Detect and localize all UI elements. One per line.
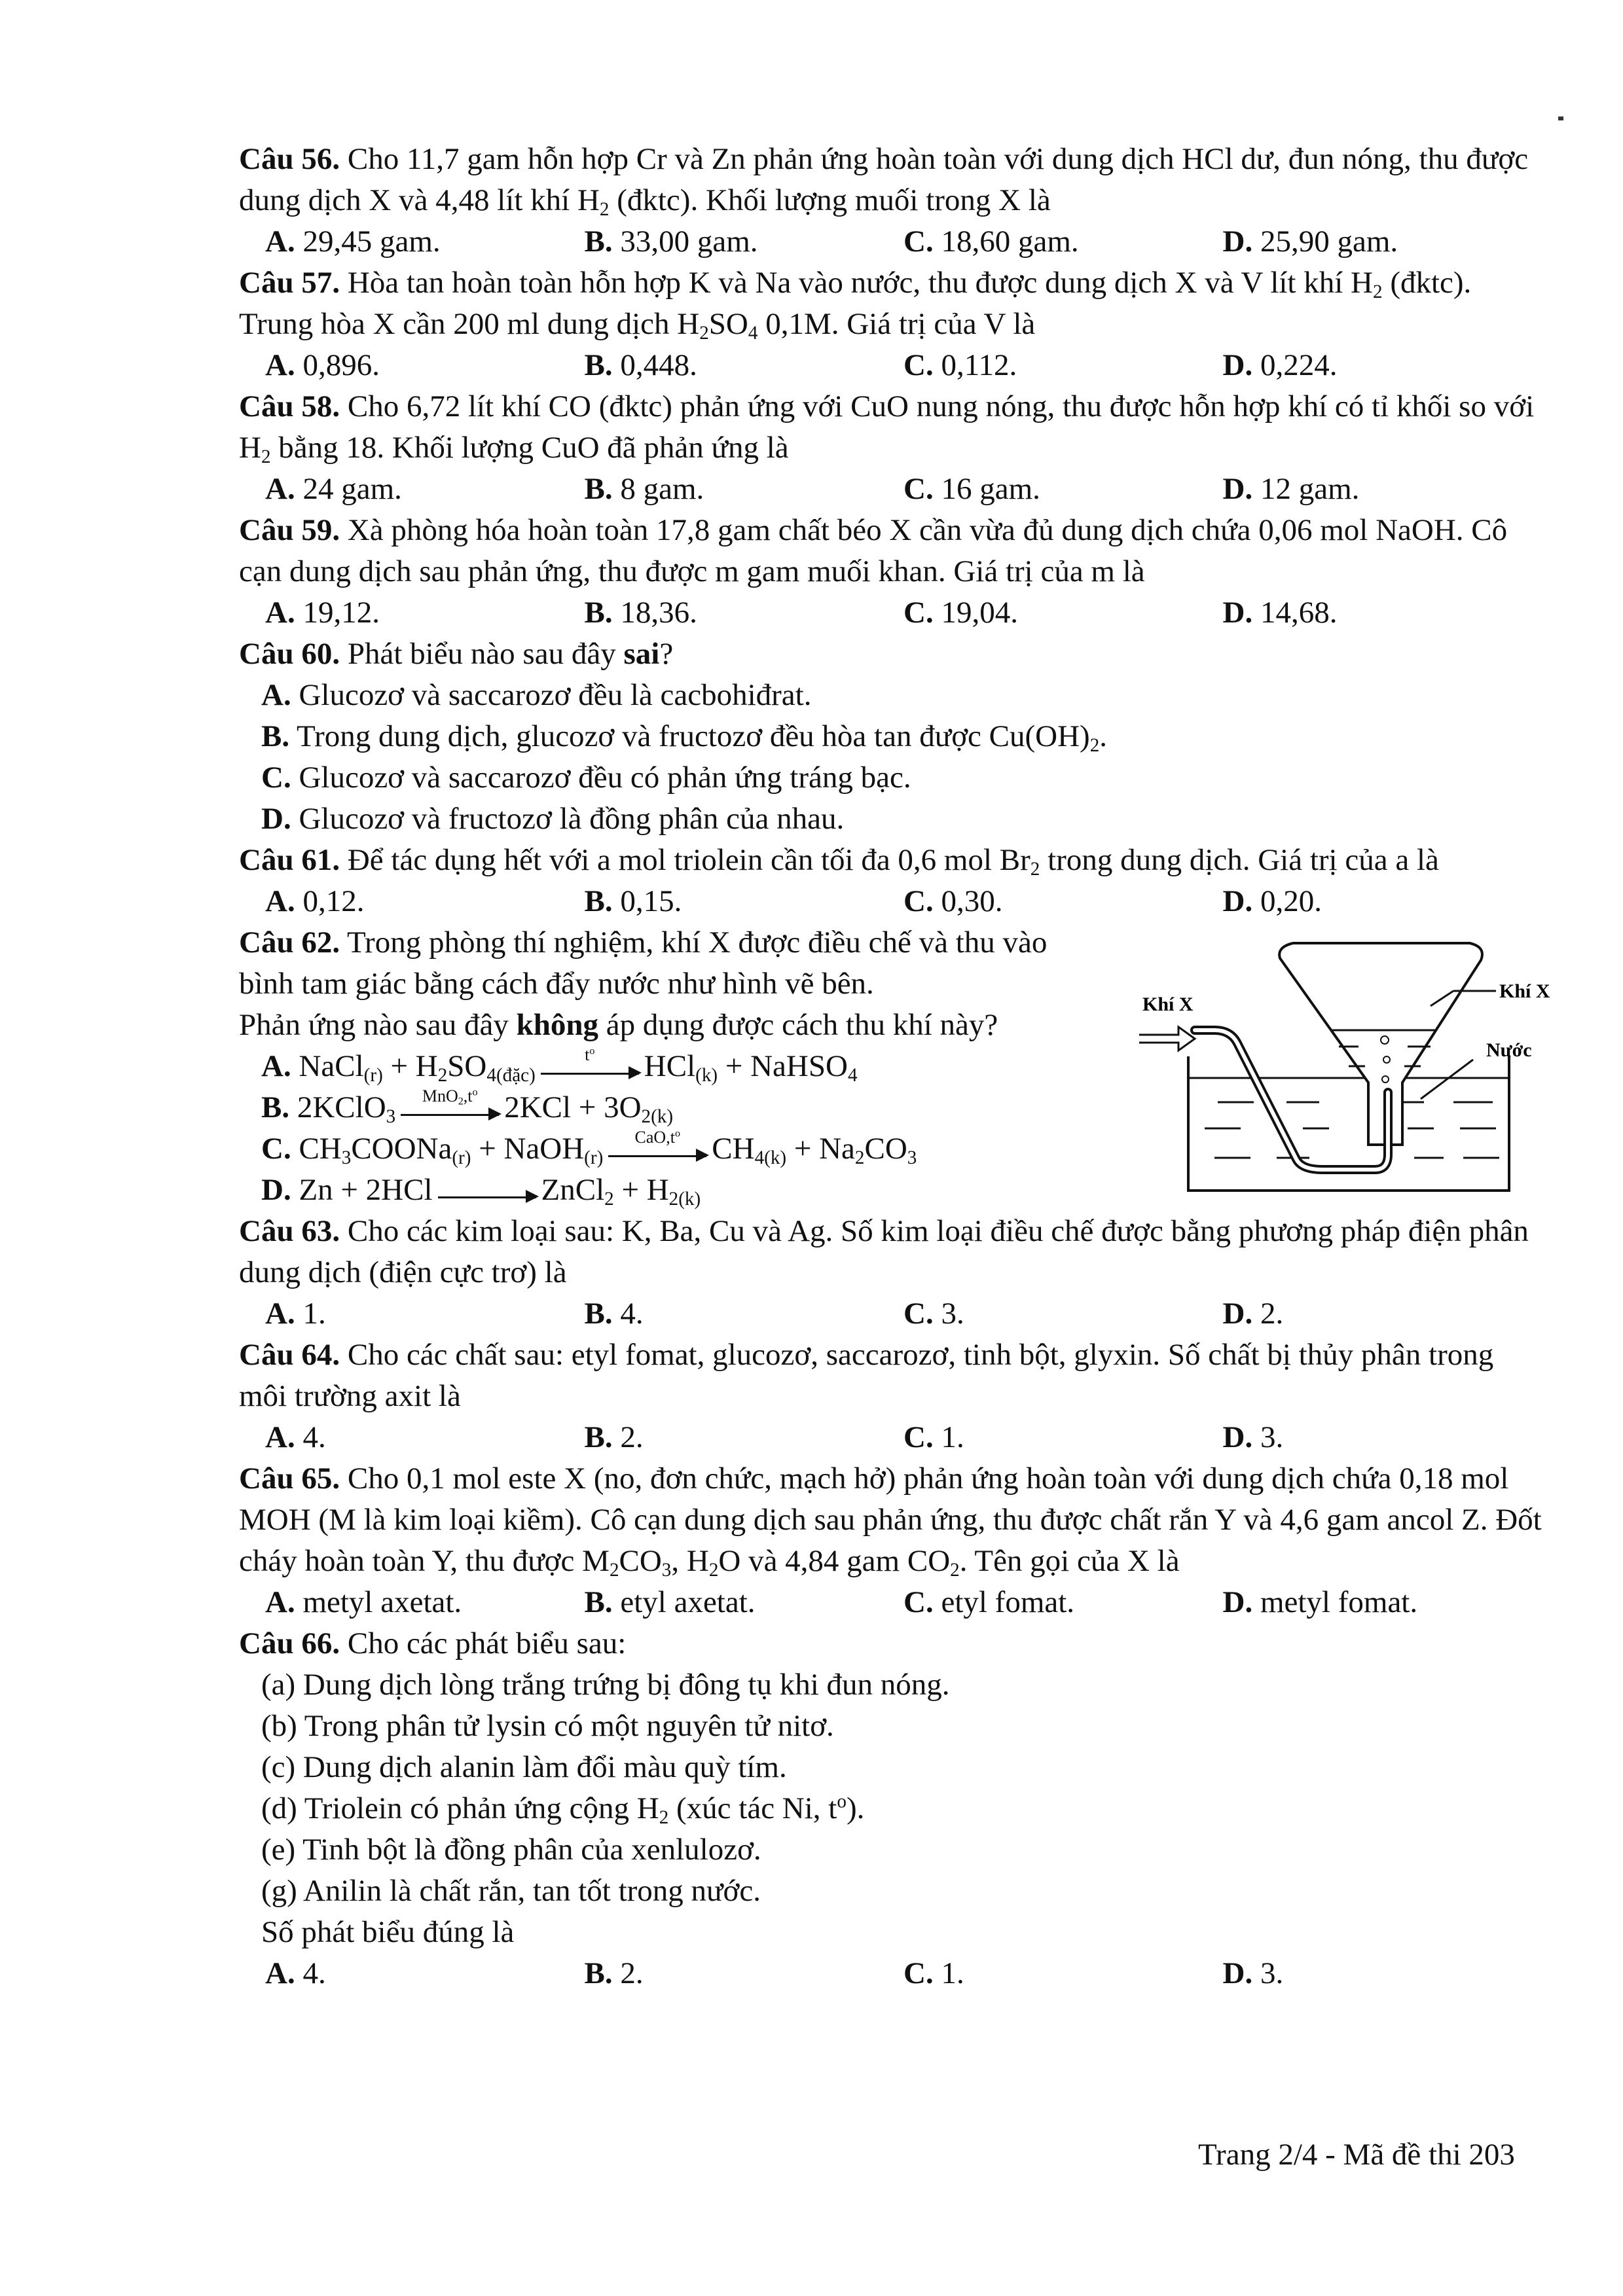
answer-option-d bbox=[1223, 1582, 1542, 1623]
option-text: 33,00 gam. bbox=[620, 224, 758, 259]
reaction-condition: $CaO,t^o$ bbox=[634, 1128, 680, 1147]
option-label: A. bbox=[265, 884, 295, 918]
question-stem bbox=[239, 139, 1542, 221]
option-text: 19,12. bbox=[302, 596, 380, 630]
option-label: B. bbox=[261, 719, 290, 753]
option-label: C. bbox=[903, 1297, 934, 1331]
statement: (a) Dung dịch lòng trắng trứng bị đông tụ khi đun nóng. bbox=[261, 1668, 950, 1702]
reaction-condition: $MnO_2,t^o$ bbox=[422, 1086, 478, 1107]
option-label: A. bbox=[261, 678, 291, 712]
reaction-arrow bbox=[541, 1045, 639, 1082]
answer-option-c bbox=[903, 1953, 1223, 1994]
question-number: Câu 60. bbox=[239, 637, 340, 671]
answer-option-d bbox=[1223, 592, 1542, 634]
option-label: D. bbox=[1222, 1956, 1253, 1990]
option-text: 12 gam. bbox=[1260, 472, 1360, 506]
answer-option-c bbox=[903, 345, 1223, 386]
statement: (g) Anilin là chất rắn, tan tốt trong nước. bbox=[261, 1874, 761, 1908]
answer-option-b bbox=[585, 1417, 904, 1458]
answer-option-c bbox=[903, 469, 1223, 510]
option-text: 24 gam. bbox=[302, 472, 402, 506]
statement: (b) Trong phân tử lysin có một nguyên tử nitơ. bbox=[261, 1709, 834, 1743]
question-56 bbox=[239, 139, 1542, 262]
option-label: B. bbox=[584, 224, 613, 259]
question-text: Cho các phát biểu sau: bbox=[347, 1626, 627, 1660]
option-label: A. bbox=[265, 472, 295, 506]
question-text: Cho các chất sau: etyl fomat, glucozơ, saccarozơ, tinh bột, glyxin. Số chất bị thủy phân trong môi trường axit là bbox=[239, 1338, 1494, 1413]
answer-option-b bbox=[585, 1582, 904, 1623]
question-text: Để tác dụng hết với a mol triolein cần tối đa 0,6 mol $Br_2$ trong dung dịch. Giá trị của a là bbox=[347, 843, 1439, 880]
option-text: 3. bbox=[941, 1297, 964, 1331]
option-text: 16 gam. bbox=[941, 472, 1040, 506]
option-label: D. bbox=[1222, 348, 1253, 382]
answer-option-b bbox=[239, 1087, 1090, 1128]
option-text: 2. bbox=[1260, 1297, 1284, 1331]
option-text: 2. bbox=[620, 1420, 644, 1454]
option-text: 1. bbox=[941, 1956, 964, 1990]
question-60 bbox=[239, 634, 1542, 840]
option-text: 0,12. bbox=[302, 884, 365, 918]
answer-option-d bbox=[239, 1170, 1090, 1211]
question-64 bbox=[239, 1335, 1542, 1458]
reactants: 2KClO$_3$ bbox=[297, 1090, 396, 1128]
question-list bbox=[239, 139, 1550, 1994]
option-text: 14,68. bbox=[1260, 596, 1338, 630]
answer-option-d bbox=[1223, 345, 1542, 386]
statement: (d) Triolein có phản ứng cộng $H_2$ (xúc tác Ni, $t^o$). bbox=[261, 1791, 865, 1829]
option-text: 4. bbox=[620, 1297, 644, 1331]
answer-option-a bbox=[265, 345, 585, 386]
answer-option-a bbox=[265, 1953, 585, 1994]
question-stem bbox=[239, 510, 1542, 592]
option-label: C. bbox=[903, 884, 934, 918]
answer-option-a bbox=[265, 1582, 585, 1623]
question-number: Câu 63. bbox=[239, 1214, 340, 1248]
reactants: $CH_3COONa_{(r)}$ + NaOH$_{(r)}$ bbox=[299, 1132, 604, 1169]
option-text: 1. bbox=[941, 1420, 964, 1454]
answer-option-b bbox=[585, 345, 904, 386]
answer-options bbox=[239, 1582, 1542, 1623]
option-label: D. bbox=[261, 1173, 291, 1207]
question-59 bbox=[239, 510, 1542, 634]
option-label: A. bbox=[265, 1956, 295, 1990]
option-label: A. bbox=[265, 596, 295, 630]
answer-options bbox=[239, 469, 1542, 510]
option-label: B. bbox=[261, 1090, 290, 1124]
question-65 bbox=[239, 1458, 1542, 1623]
answer-option-d bbox=[1223, 1417, 1542, 1458]
answer-options bbox=[239, 1293, 1542, 1335]
products: HCl$_{(k)}$ + NaHSO$_4$ bbox=[644, 1049, 858, 1086]
question-text: Trong phòng thí nghiệm, khí X được điều chế và thu vào bình tam giác bằng cách đẩy nước như hình vẽ bên. Phản ứng nào sau đây không áp dụng được cách thu khí này? bbox=[239, 925, 1048, 1042]
question-number: Câu 56. bbox=[239, 142, 340, 176]
answer-option-d bbox=[1223, 881, 1542, 922]
reactants: Zn + 2HCl bbox=[299, 1173, 433, 1207]
option-label: D. bbox=[1222, 224, 1253, 259]
option-text: 0,448. bbox=[620, 348, 697, 382]
answer-option-c bbox=[239, 1128, 1090, 1170]
option-label: C. bbox=[903, 596, 934, 630]
answer-option-b bbox=[585, 592, 904, 634]
answer-option-d bbox=[239, 798, 1542, 840]
option-label: B. bbox=[584, 596, 613, 630]
option-text: Glucozơ và saccarozơ đều là cacbohiđrat. bbox=[299, 678, 812, 712]
answer-option-a bbox=[265, 1293, 585, 1335]
question-stem bbox=[239, 840, 1542, 881]
answer-option-b bbox=[585, 1953, 904, 1994]
label-gas-inlet: Khí X bbox=[1142, 994, 1194, 1015]
option-text: 25,90 gam. bbox=[1260, 224, 1398, 259]
option-label: C. bbox=[903, 224, 934, 259]
option-label: C. bbox=[261, 1132, 291, 1166]
question-number: Câu 66. bbox=[239, 1626, 340, 1660]
answer-option-d bbox=[1223, 1953, 1542, 1994]
answer-option-c bbox=[903, 1293, 1223, 1335]
option-text: etyl axetat. bbox=[620, 1585, 756, 1619]
question-stem bbox=[239, 262, 1542, 345]
question-number: Câu 62. bbox=[239, 925, 340, 960]
option-label: C. bbox=[903, 1420, 934, 1454]
label-gas-collected: Khí X bbox=[1499, 980, 1550, 1002]
page-footer: Trang 2/4 - Mã đề thi 203 bbox=[1198, 2138, 1515, 2172]
answer-option-b bbox=[585, 469, 904, 510]
option-text: Trong dung dịch, glucozơ và fructozơ đều hòa tan được $Cu(OH)_2$. bbox=[297, 719, 1108, 757]
answer-option-a bbox=[265, 881, 585, 922]
question-number: Câu 65. bbox=[239, 1462, 340, 1496]
option-label: B. bbox=[584, 1420, 613, 1454]
answer-options bbox=[239, 221, 1542, 262]
option-text: 18,36. bbox=[620, 596, 697, 630]
question-number: Câu 61. bbox=[239, 843, 340, 877]
statement: Số phát biểu đúng là bbox=[261, 1915, 515, 1949]
option-label: D. bbox=[1222, 1585, 1253, 1619]
option-text: 4. bbox=[302, 1956, 326, 1990]
question-number: Câu 57. bbox=[239, 266, 340, 300]
answer-option-a bbox=[265, 469, 585, 510]
answer-option-b bbox=[585, 881, 904, 922]
option-text: 29,45 gam. bbox=[302, 224, 441, 259]
option-text: 3. bbox=[1260, 1420, 1284, 1454]
answer-option-d bbox=[1223, 469, 1542, 510]
option-label: D. bbox=[1222, 884, 1253, 918]
option-text: 0,30. bbox=[941, 884, 1003, 918]
option-label: A. bbox=[265, 224, 295, 259]
option-text: 0,896. bbox=[302, 348, 380, 382]
answer-option-c bbox=[903, 1417, 1223, 1458]
option-text: 0,20. bbox=[1260, 884, 1322, 918]
option-text: etyl fomat. bbox=[941, 1585, 1075, 1619]
question-stem bbox=[239, 1335, 1542, 1417]
reaction-condition: $t^o$ bbox=[585, 1045, 595, 1065]
question-61 bbox=[239, 840, 1542, 922]
question-text: Cho 6,72 lít khí CO (đktc) phản ứng với CuO nung nóng, thu được hỗn hợp khí có tỉ khối so với $H_2$ bằng 18. Khối lượng CuO đã phản ứng là bbox=[239, 389, 1535, 468]
option-text: 19,04. bbox=[941, 596, 1018, 630]
question-66 bbox=[239, 1623, 1542, 1994]
option-text: 1. bbox=[302, 1297, 326, 1331]
option-label: C. bbox=[903, 348, 934, 382]
statement: (e) Tinh bột là đồng phân của xenlulozơ. bbox=[261, 1833, 761, 1867]
option-label: B. bbox=[584, 1297, 613, 1331]
leader-water bbox=[1421, 1060, 1473, 1099]
option-text: metyl axetat. bbox=[302, 1585, 462, 1619]
option-label: D. bbox=[1222, 596, 1253, 630]
answer-option-a bbox=[265, 221, 585, 262]
option-label: C. bbox=[261, 761, 291, 795]
option-text: metyl fomat. bbox=[1260, 1585, 1418, 1619]
reaction-arrow bbox=[608, 1128, 706, 1164]
option-label: A. bbox=[265, 1585, 295, 1619]
answer-option-b bbox=[585, 221, 904, 262]
answer-option-b bbox=[585, 1293, 904, 1335]
question-text: Cho 11,7 gam hỗn hợp Cr và Zn phản ứng hoàn toàn với dung dịch HCl dư, đun nóng, thu được dung dịch X và 4,48 lít khí $H_2$ (đktc). Khối lượng muối trong X là bbox=[239, 142, 1529, 221]
option-label: B. bbox=[584, 472, 613, 506]
option-label: A. bbox=[265, 1420, 295, 1454]
answer-option-c bbox=[903, 1582, 1223, 1623]
option-label: B. bbox=[584, 1956, 613, 1990]
gas-collection-diagram bbox=[1133, 929, 1558, 1223]
question-text: Cho các kim loại sau: K, Ba, Cu và Ag. Số kim loại điều chế được bằng phương pháp điện phân dung dịch (điện cực trơ) là bbox=[239, 1214, 1529, 1289]
option-label: B. bbox=[584, 348, 613, 382]
question-stem bbox=[239, 1623, 1542, 1664]
question-stem bbox=[239, 922, 1090, 1046]
option-label: A. bbox=[261, 1049, 291, 1083]
question-stem bbox=[239, 1458, 1542, 1582]
question-number: Câu 64. bbox=[239, 1338, 340, 1372]
reaction-arrow bbox=[401, 1086, 499, 1123]
statement: (c) Dung dịch alanin làm đổi màu quỳ tím. bbox=[261, 1750, 787, 1784]
option-text: 4. bbox=[302, 1420, 326, 1454]
question-63 bbox=[239, 1211, 1542, 1335]
option-text: 0,112. bbox=[941, 348, 1017, 382]
water-dashes bbox=[1205, 1102, 1499, 1158]
answer-options bbox=[239, 1953, 1542, 1994]
answer-option-c bbox=[903, 592, 1223, 634]
option-label: D. bbox=[1222, 1297, 1253, 1331]
option-text: Glucozơ và saccarozơ đều có phản ứng tráng bạc. bbox=[299, 761, 911, 795]
answer-option-b bbox=[239, 716, 1542, 757]
question-text: Hòa tan hoàn toàn hỗn hợp K và Na vào nước, thu được dung dịch X và V lít khí $H_2$ (đktc). Trung hòa X cần 200 ml dung dịch $H_2SO_4$ 0,1M. Giá trị của V là bbox=[239, 266, 1472, 344]
option-text: 0,15. bbox=[620, 884, 682, 918]
answer-options bbox=[239, 345, 1542, 386]
question-58 bbox=[239, 386, 1542, 510]
reactants: NaCl$_{(r)}$ + $H_2SO_{4(đặc)}$ bbox=[299, 1049, 536, 1086]
option-label: B. bbox=[584, 884, 613, 918]
question-text: Cho 0,1 mol este X (no, đơn chức, mạch hở) phản ứng hoàn toàn với dung dịch chứa 0,18 mol MOH (M là kim loại kiềm). Cô cạn dung dịch sau phản ứng, thu được chất rắn Y và 4,6 gam ancol Z. Đốt cháy hoàn toàn Y, thu được $M_2CO_3$, $H_2O$ và 4,84 gam $CO_2$. Tên gọi của X là bbox=[239, 1462, 1542, 1581]
answer-option-a bbox=[239, 675, 1542, 716]
option-text: 3. bbox=[1260, 1956, 1284, 1990]
inverted-flask bbox=[1279, 943, 1482, 1145]
question-number: Câu 58. bbox=[239, 389, 340, 423]
answer-option-a bbox=[239, 1046, 1090, 1087]
scan-mark bbox=[1558, 117, 1563, 120]
question-stem bbox=[239, 634, 1542, 675]
gas-inlet-arrow bbox=[1139, 1027, 1195, 1050]
option-text: 18,60 gam. bbox=[941, 224, 1079, 259]
question-text: Phát biểu nào sau đây sai? bbox=[347, 637, 674, 671]
products: ZnCl$_2$ + $H_{2(k)}$ bbox=[541, 1173, 701, 1210]
answer-option-d bbox=[1223, 1293, 1542, 1335]
answer-option-c bbox=[239, 757, 1542, 798]
option-label: D. bbox=[1222, 1420, 1253, 1454]
answer-option-a bbox=[265, 592, 585, 634]
answer-options bbox=[239, 1417, 1542, 1458]
option-label: C. bbox=[903, 1956, 934, 1990]
answer-option-c bbox=[903, 221, 1223, 262]
question-57 bbox=[239, 262, 1542, 386]
answer-options bbox=[239, 592, 1542, 634]
option-text: Glucozơ và fructozơ là đồng phân của nhau. bbox=[299, 802, 845, 836]
answer-option-d bbox=[1223, 221, 1542, 262]
question-number: Câu 59. bbox=[239, 513, 340, 547]
option-label: D. bbox=[261, 802, 291, 836]
answer-option-a bbox=[265, 1417, 585, 1458]
question-stem bbox=[239, 386, 1542, 469]
option-label: A. bbox=[265, 348, 295, 382]
option-label: C. bbox=[903, 1585, 934, 1619]
option-label: B. bbox=[584, 1585, 613, 1619]
option-text: 8 gam. bbox=[620, 472, 704, 506]
question-text: Xà phòng hóa hoàn toàn 17,8 gam chất béo X cần vừa đủ dung dịch chứa 0,06 mol NaOH. Cô cạn dung dịch sau phản ứng, thu được m gam muối khan. Giá trị của m là bbox=[239, 513, 1508, 588]
option-text: 0,224. bbox=[1260, 348, 1338, 382]
option-label: C. bbox=[903, 472, 934, 506]
reaction-arrow bbox=[438, 1179, 536, 1206]
question-62 bbox=[239, 922, 1550, 1211]
label-water: Nước bbox=[1486, 1039, 1532, 1061]
products: $2KCl + 3O_{2(k)}$ bbox=[504, 1090, 674, 1128]
option-label: D. bbox=[1222, 472, 1253, 506]
products: $CH_{4(k)} + Na_2CO_3$ bbox=[712, 1132, 917, 1169]
option-label: A. bbox=[265, 1297, 295, 1331]
option-text: 2. bbox=[620, 1956, 644, 1990]
answer-option-c bbox=[903, 881, 1223, 922]
answer-options bbox=[239, 881, 1542, 922]
